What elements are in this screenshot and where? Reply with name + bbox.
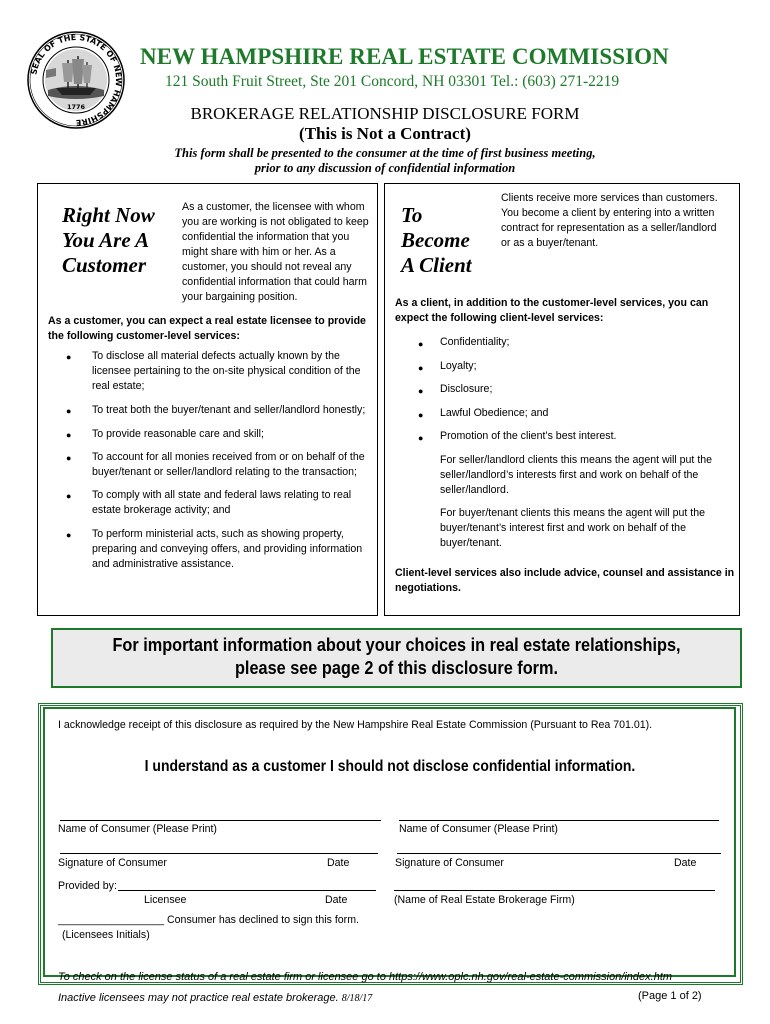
inactive-licensee-note: Inactive licensees may not practice real estate brokerage. 8/18/17: [58, 992, 373, 1004]
seal-text: SEAL OF THE STATE OF NEW HAMPSHIRE: [29, 32, 124, 128]
revision-date: 8/18/17: [341, 993, 373, 1004]
bullet-icon: ●: [66, 406, 72, 416]
consumer-name-label-1: Name of Consumer (Please Print): [58, 823, 217, 835]
consumer-name-line-2[interactable]: [399, 820, 719, 821]
bullet-icon: ●: [418, 363, 424, 373]
banner-line2: please see page 2 of this disclosure form.: [234, 657, 558, 678]
page-number: (Page 1 of 2): [638, 990, 702, 1002]
list-item: Loyalty;: [440, 360, 477, 372]
list-item: Confidentiality;: [440, 336, 510, 348]
list-item: To comply with all state and federal laws relating to real estate brokerage activity; and: [92, 489, 352, 516]
brokerage-firm-label: (Name of Real Estate Brokerage Firm): [394, 894, 575, 906]
client-closing-note: Client-level services also include advice, counsel and assistance in negotiations.: [395, 567, 735, 594]
client-services-heading: As a client, in addition to the customer-level services, you can expect the following client-level services:: [395, 297, 709, 324]
licensee-initials-label: (Licensees Initials): [62, 929, 150, 941]
seller-landlord-note: For seller/landlord clients this means the agent will put the seller/landlord’s interests first and work on behalf of the seller/landlord.: [440, 454, 713, 496]
buyer-tenant-note: For buyer/tenant clients this means the agent will put the buyer/tenant’s interest first and work on behalf of the buyer/tenant.: [440, 507, 705, 549]
bullet-icon: ●: [418, 410, 424, 420]
list-item: Promotion of the client’s best interest.: [440, 430, 617, 442]
bullet-icon: ●: [66, 453, 72, 463]
consumer-name-label-2: Name of Consumer (Please Print): [399, 823, 558, 835]
commission-name: NEW HAMPSHIRE REAL ESTATE COMMISSION: [140, 44, 669, 69]
client-heading: To Become A Client: [401, 203, 472, 277]
presentation-note-line2: prior to any discussion of confidential information: [254, 161, 516, 175]
list-item: To disclose all material defects actually known by the licensee pertaining to the on-site physical condition of the real estate;: [92, 350, 361, 392]
list-item: To account for all monies received from or on behalf of the buyer/tenant or seller/landlord relating to the transaction;: [92, 451, 365, 478]
list-item: To provide reasonable care and skill;: [92, 428, 264, 440]
consumer-signature-line-2[interactable]: [397, 853, 721, 854]
bullet-icon: ●: [418, 339, 424, 349]
consumer-signature-label-1: Signature of Consumer: [58, 857, 167, 869]
customer-intro: As a customer, the licensee with whom you are working is not obligated to keep confidential the information that you might share with him or her. As a customer, you should not reveal any confidential information that could harm your bargaining position.: [182, 201, 369, 303]
customer-heading: Right Now You Are A Customer: [62, 203, 155, 277]
customer-services-heading: As a customer, you can expect a real estate licensee to provide the following customer-level services:: [48, 315, 366, 342]
consumer-signature-label-2: Signature of Consumer: [395, 857, 504, 869]
declined-statement[interactable]: __________________ Consumer has declined to sign this form.: [58, 914, 359, 926]
license-check-note: To check on the license status of a real estate firm or licensee go to https://www.oplc.nh.gov/real-estate-commission/index.htm: [58, 971, 673, 983]
consumer-name-line-1[interactable]: [60, 820, 381, 821]
bullet-icon: ●: [418, 386, 424, 396]
bullet-icon: ●: [418, 433, 424, 443]
list-item: To perform ministerial acts, such as showing property, preparing and conveying offers, and providing information and administrative assistance.: [92, 528, 363, 570]
receipt-statement: I acknowledge receipt of this disclosure as required by the New Hampshire Real Estate Commission (Pursuant to Rea 701.01).: [58, 719, 653, 731]
list-item: To treat both the buyer/tenant and seller/landlord honestly;: [92, 404, 366, 416]
bullet-icon: ●: [66, 430, 72, 440]
bullet-icon: ●: [66, 491, 72, 501]
list-item: Lawful Obedience; and: [440, 407, 549, 419]
licensee-line[interactable]: [118, 890, 376, 891]
licensee-label: Licensee: [144, 894, 187, 906]
understand-statement: I understand as a customer I should not disclose confidential information.: [144, 758, 636, 775]
bullet-icon: ●: [66, 530, 72, 540]
banner-line1: For important information about your choices in real estate relationships,: [112, 634, 681, 655]
seal-year: 1776: [66, 103, 86, 111]
presentation-note-line1: This form shall be presented to the consumer at the time of first business meeting,: [174, 146, 596, 160]
provided-by-label: Provided by:: [58, 880, 117, 892]
date-label-3: Date: [325, 894, 348, 906]
date-label-2: Date: [674, 857, 697, 869]
commission-address: 121 South Fruit Street, Ste 201 Concord, NH 03301 Tel.: (603) 271-2219: [165, 73, 620, 90]
form-title: BROKERAGE RELATIONSHIP DISCLOSURE FORM: [190, 104, 580, 123]
date-label-1: Date: [327, 857, 350, 869]
client-intro: Clients receive more services than customers. You become a client by entering into a written contract for representation as a seller/landlord or as a buyer/tenant.: [501, 192, 718, 249]
bullet-icon: ●: [66, 352, 72, 362]
list-item: Disclosure;: [440, 383, 493, 395]
brokerage-firm-line[interactable]: [394, 890, 715, 891]
consumer-signature-line-1[interactable]: [60, 853, 378, 854]
not-contract-note: (This is Not a Contract): [299, 124, 471, 143]
